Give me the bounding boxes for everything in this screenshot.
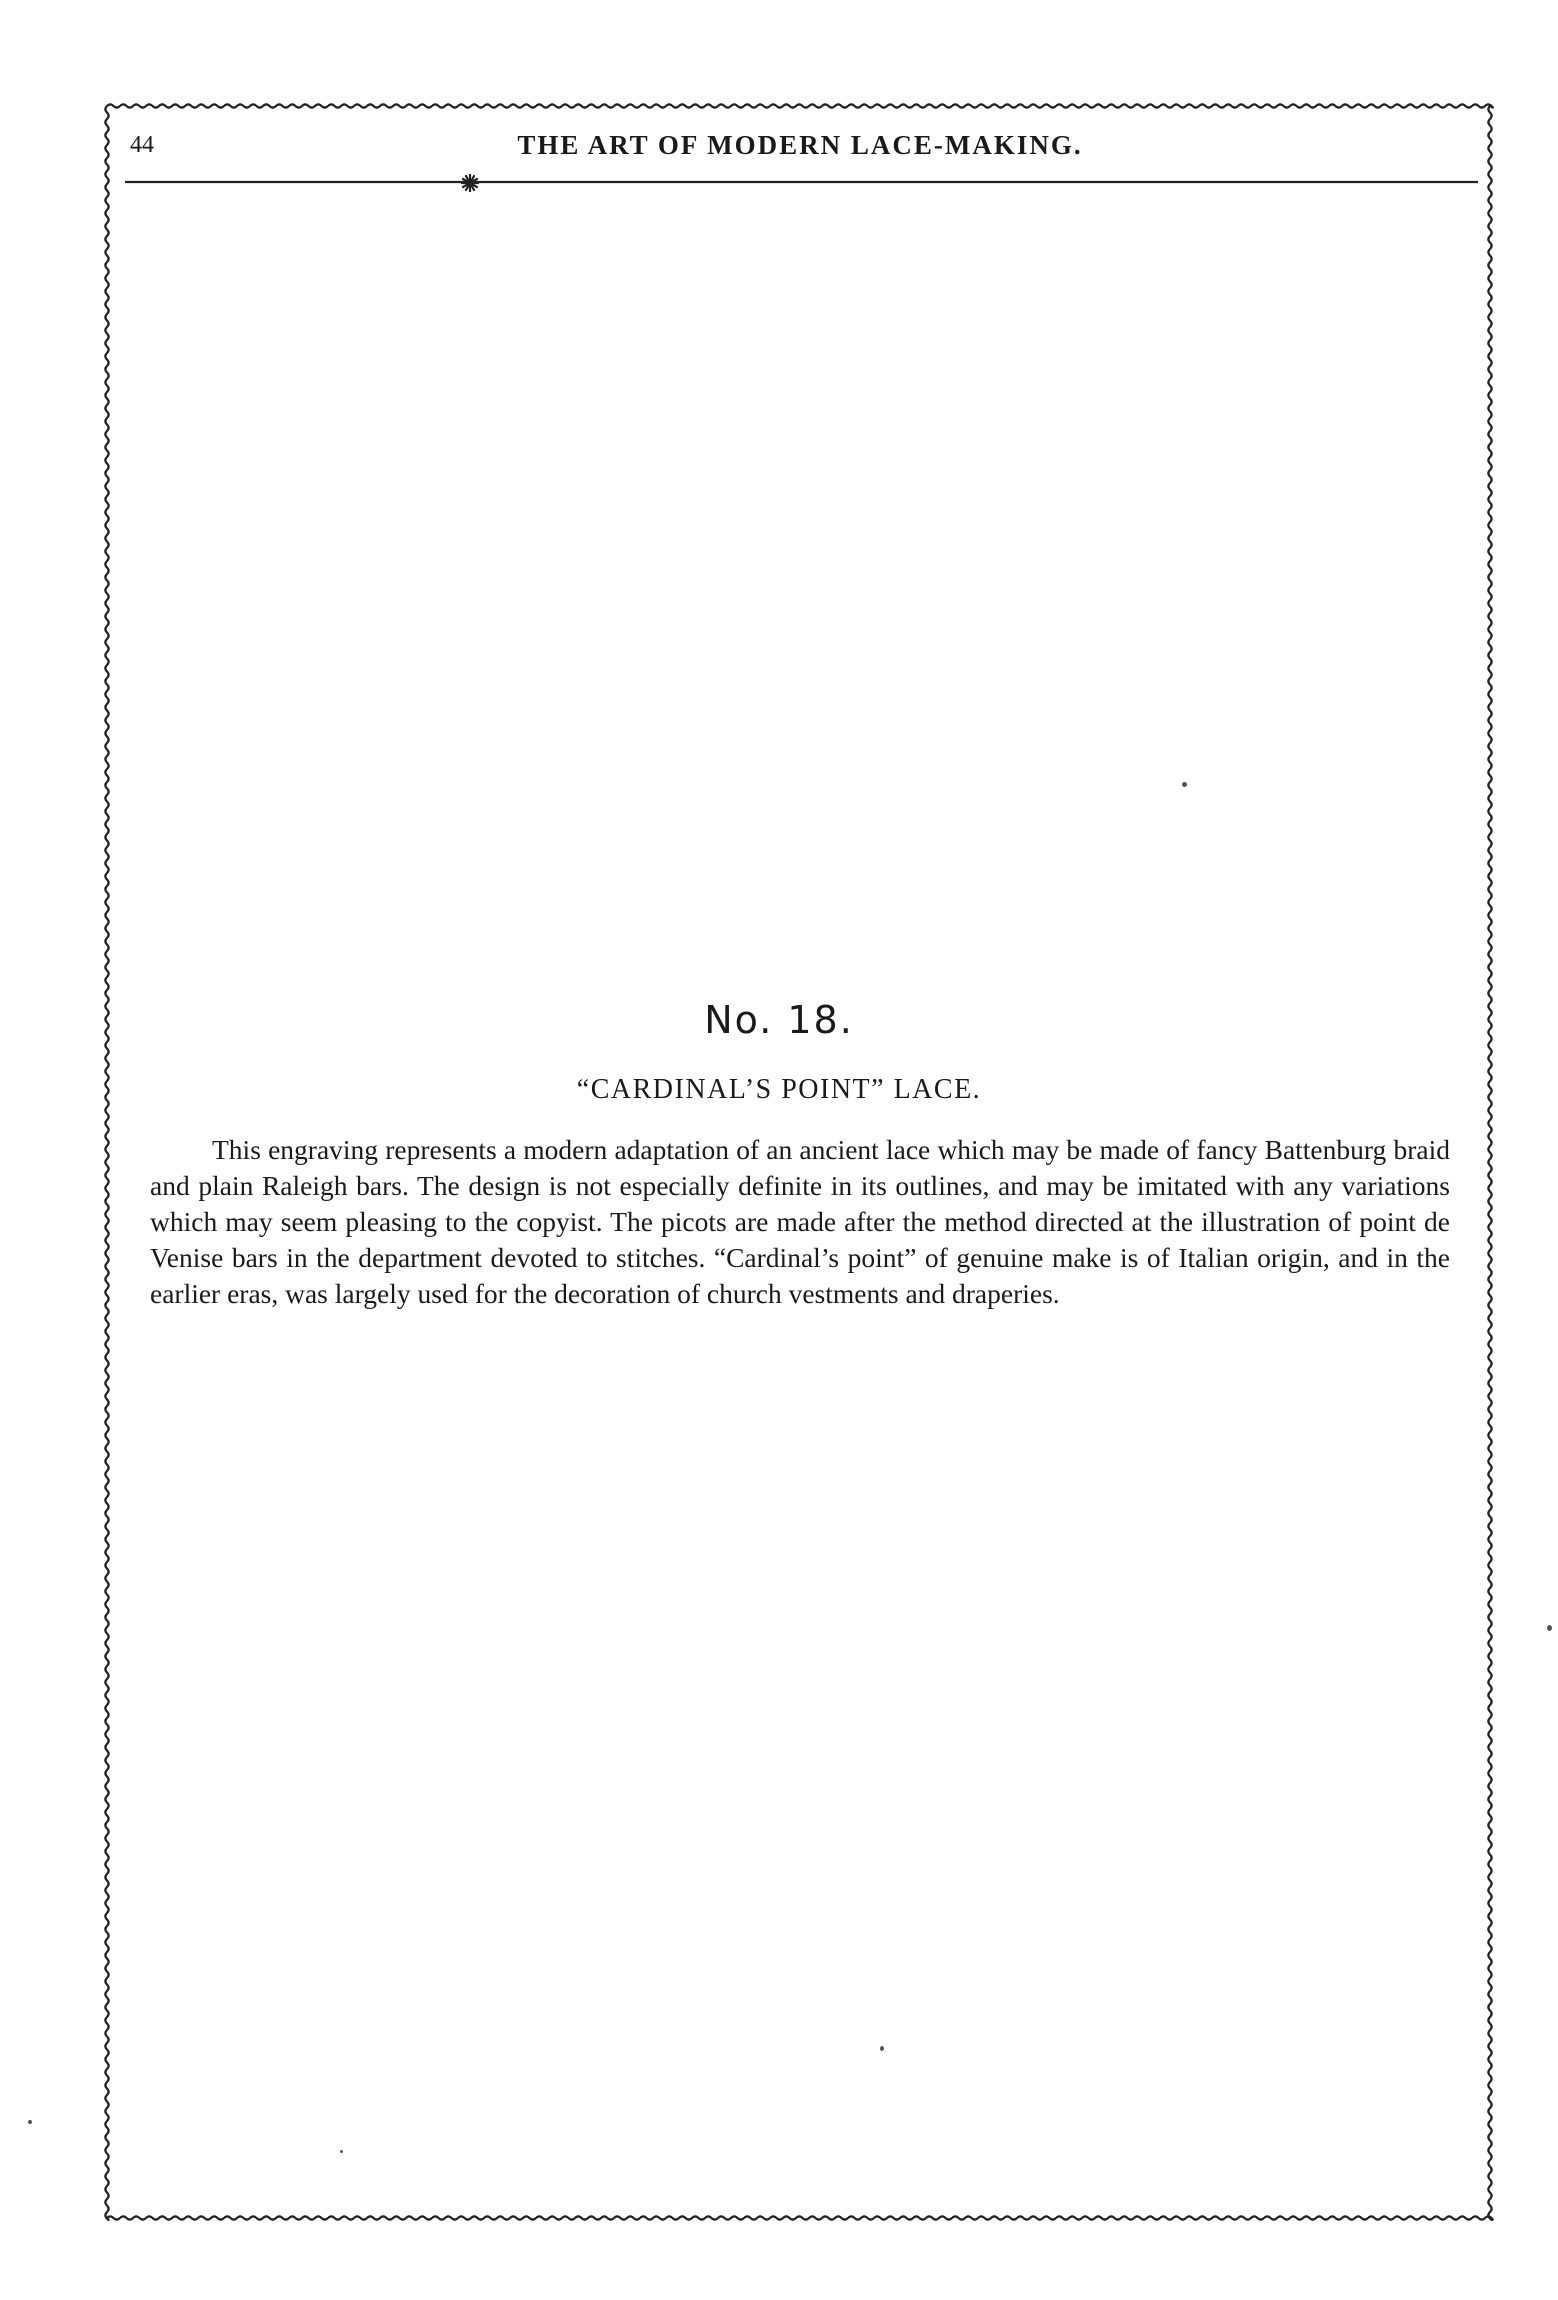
print-speck <box>1547 1625 1552 1631</box>
page-number: 44 <box>130 132 154 158</box>
running-title: THE ART OF MODERN LACE-MAKING. <box>517 130 1083 160</box>
border-wave <box>1488 106 1491 2220</box>
plate-number: No. 18. <box>704 998 854 1042</box>
print-speck <box>1182 782 1187 787</box>
print-speck <box>340 2150 343 2153</box>
description-paragraph <box>150 1132 1450 1312</box>
print-speck <box>28 2120 32 2124</box>
print-speck <box>880 2046 884 2051</box>
border-wave <box>105 106 108 2220</box>
border-wave <box>107 104 1493 107</box>
border-wave <box>107 2216 1493 2219</box>
paragraph-text: This engraving represents a modern adaptation of an ancient lace which may be made of fancy Battenburg braid and plain Raleigh bars. The design is not especially definite in its outlines, and may be imitated with any variations which may seem pleasing to the copyist. The picots are made after the method directed at the illustration of point de Venise bars in the department devoted to stitches. “Cardinal’s point” of genuine make is of Italian origin, and in the earlier eras, was largely used for the decoration of church vestments and draperies. <box>150 1134 1450 1309</box>
plate-title: “CARDINAL’S POINT” LACE. <box>576 1074 982 1105</box>
